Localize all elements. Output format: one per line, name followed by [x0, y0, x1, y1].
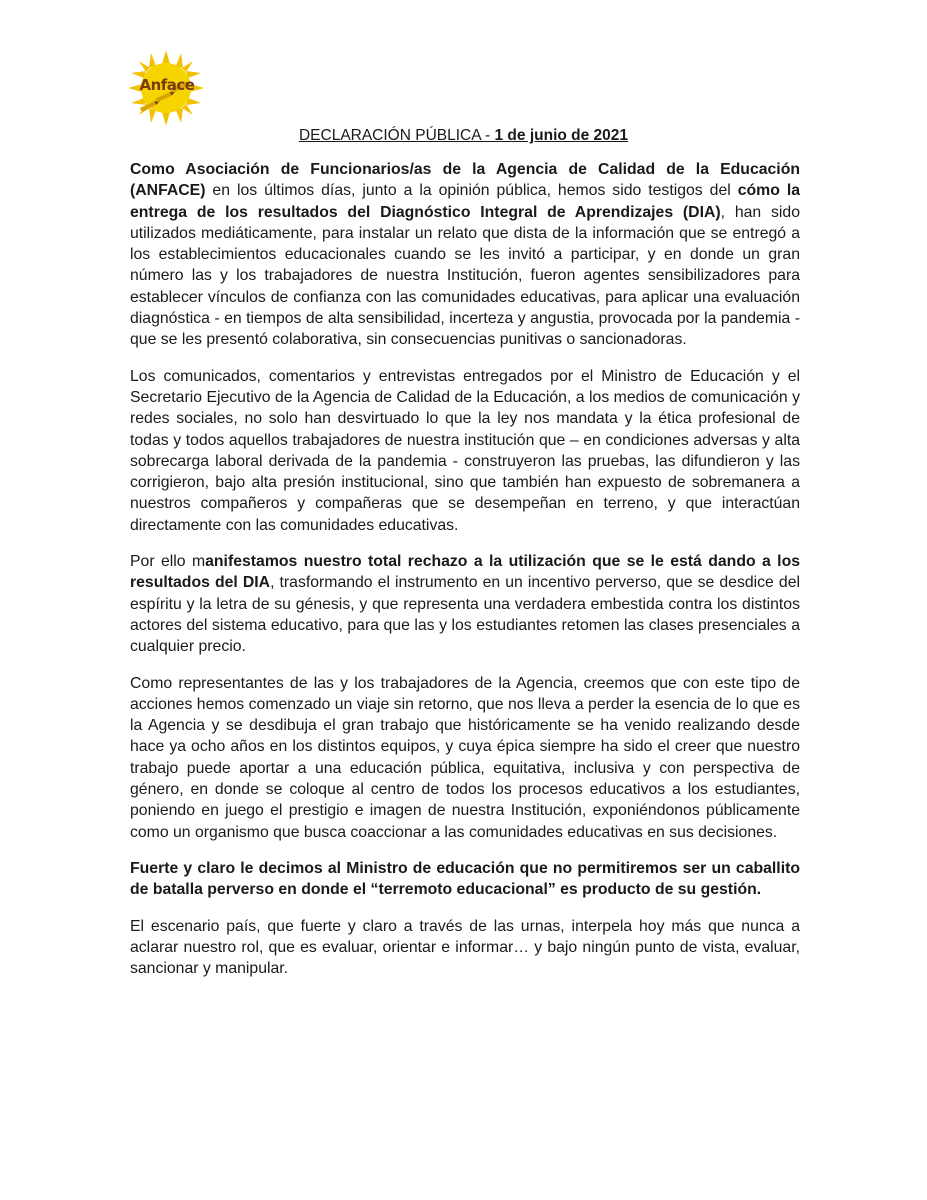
title-date: 1 de junio de 2021 — [494, 127, 629, 144]
paragraph-1-bold-a: Como Asociación de Funcionarios/as de la Agencia de Calidad de la Educación (ANFACE) — [130, 161, 800, 200]
page-title — [0, 127, 927, 145]
logo-text: Anface — [139, 76, 195, 94]
paragraph-3-text-a: Por ello m — [130, 553, 206, 571]
anface-logo — [128, 50, 204, 126]
paragraph-1-text-b: , han sido utilizados mediáticamente, para instalar un relato que dista de la información que se entregó a los establecimientos educacionales cuando se les invitó a participar, y en donde un gran número las y los trabajadores de nuestra Institución, fueron agentes sensibilizadores para establecer vínculos de confianza con las comunidades educativas, para aplicar una evaluación diagnóstica - en tiempos de alta sensibilidad, incerteza y angustia, provocada por la pandemia - que se les presentó colaborativa, sin consecuencias punitivas o sancionadoras. — [130, 203, 800, 349]
paragraph-3-bold: anifestamos nuestro total rechazo a la utilización que se le está dando a los resultados del DIA — [130, 553, 801, 592]
paragraph-1-bold-b: cómo la entrega de los resultados del Diagnóstico Integral de Aprendizajes (DIA) — [130, 182, 800, 221]
declaration-body — [130, 159, 800, 994]
paragraph-1 — [130, 159, 800, 351]
paragraph-3-text-b: , trasformando el instrumento en un incentivo perverso, que se desdice del espíritu y la letra de su génesis, y que representa una verdadera embestida contra los distintos actores del sistema educativo, para que las y los estudiantes retomen las clases presenciales a cualquier precio. — [130, 574, 800, 656]
paragraph-5 — [130, 858, 800, 901]
paragraph-4: Como representantes de las y los trabajadores de la Agencia, creemos que con este tipo de acciones hemos comenzado un viaje sin retorno, que nos lleva a perder la esencia de lo que es la Agencia y se desdibuja el gran trabajo que históricamente se ha venido realizando desde hace ya ocho años en los distintos equipos, y cuya épica siempre ha sido el creer que nuestro trabajo puede aportar a una educación pública, equitativa, inclusiva y con perspectiva de género, en donde se coloque al centro de todos los procesos educativos a los estudiantes, poniendo en juego el prestigio e imagen de nuestra Institución, exponiéndonos públicamente como un organismo que busca coaccionar a las comunidades educativas en sus decisiones. — [130, 674, 800, 841]
title-text: DECLARACIÓN PÚBLICA - — [298, 127, 495, 144]
paragraph-5-bold: Fuerte y claro le decimos al Ministro de educación que no permitiremos ser un caballito de batalla perverso en donde el “terremoto educacional” es producto de su gestión. — [130, 859, 800, 899]
paragraph-1-text-a: en los últimos días, junto a la opinión pública, hemos sido testigos del — [205, 182, 738, 200]
paragraph-3 — [130, 551, 800, 657]
paragraph-2: Los comunicados, comentarios y entrevistas entregados por el Ministro de Educación y el Secretario Ejecutivo de la Agencia de Calidad de la Educación, a los medios de comunicación y redes sociales, no solo han desvirtuado lo que la ley nos mandata y la ética profesional de todas y todos aquellos trabajadores de nuestra institución que – en condiciones adversas y alta sobrecarga laboral derivada de la pandemia - construyeron las pruebas, las difundieron y las corrigieron, bajo alta presión institucional, sino que también han expuesto de sobremanera a nuestros compañeros y compañeras que se desempeñan en terreno, y que interactúan directamente con las comunidades educativas. — [130, 367, 800, 534]
paragraph-6: El escenario país, que fuerte y claro a través de las urnas, interpela hoy más que nunca a aclarar nuestro rol, que es evaluar, orientar e informar… y bajo ningún punto de vista, evaluar, sancionar y manipular. — [130, 917, 800, 978]
